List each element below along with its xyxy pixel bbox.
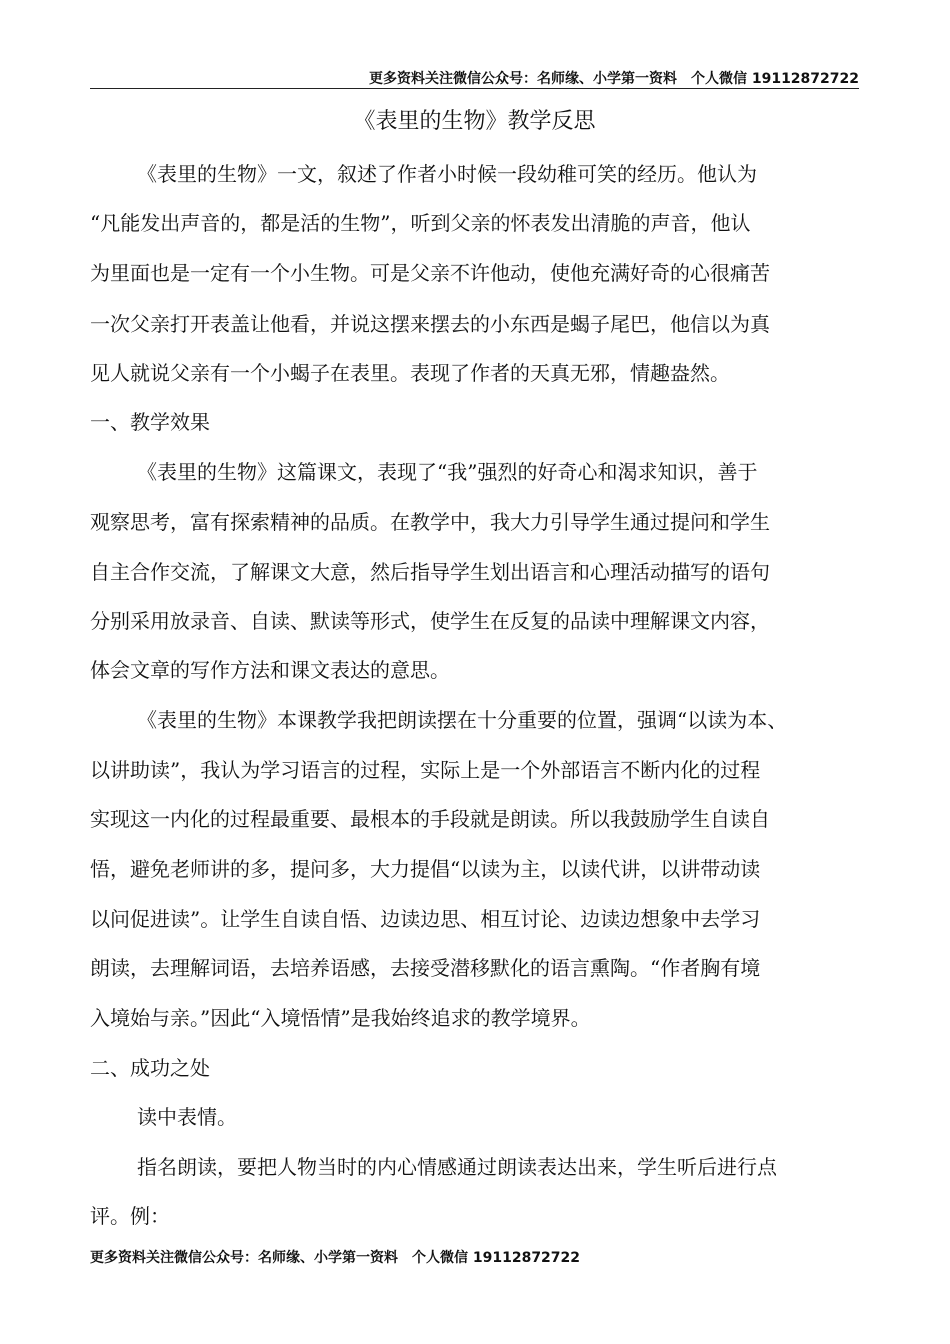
paragraph-line: 分别采用放录音、自读、默读等形式，使学生在反复的品读中理解课文内容， <box>90 609 770 633</box>
paragraph-line: 以讲助读”，我认为学习语言的过程，实际上是一个外部语言不断内化的过程 <box>90 758 761 782</box>
page-header: 更多资料关注微信公众号：名师缘、小学第一资料 个人微信 19112872722 <box>368 71 859 87</box>
section-heading: 一、教学效果 <box>90 410 210 434</box>
paragraph-line: 朗读，去理解词语，去培养语感，去接受潜移默化的语言熏陶。“作者胸有境 <box>90 956 761 980</box>
paragraph-line: “凡能发出声音的，都是活的生物”，听到父亲的怀表发出清脆的声音，他认 <box>90 211 751 235</box>
section-heading: 二、成功之处 <box>90 1056 210 1080</box>
paragraph-line: 为里面也是一定有一个小生物。可是父亲不许他动，使他充满好奇的心很痛苦 <box>90 261 770 285</box>
paragraph-line: 评。例： <box>90 1204 170 1228</box>
paragraph-line: 指名朗读，要把人物当时的内心情感通过朗读表达出来，学生听后进行点 <box>137 1155 777 1179</box>
paragraph-line: 入境始与亲。”因此“入境悟情”是我始终追求的教学境界。 <box>90 1006 591 1030</box>
paragraph-line: 观察思考，富有探索精神的品质。在教学中，我大力引导学生通过提问和学生 <box>90 510 770 534</box>
paragraph-line: 悟，避免老师讲的多，提问多，大力提倡“以读为主，以读代讲，以讲带动读 <box>90 857 761 881</box>
paragraph-line: 《表里的生物》这篇课文，表现了“我”强烈的好奇心和渴求知识，善于 <box>137 460 758 484</box>
paragraph-line: 《表里的生物》本课教学我把朗读摆在十分重要的位置，强调“以读为本、 <box>137 708 788 732</box>
paragraph-line: 自主合作交流，了解课文大意，然后指导学生划出语言和心理活动描写的语句 <box>90 560 770 584</box>
paragraph-line: 以问促进读”。让学生自读自悟、边读边思、相互讨论、边读边想象中去学习 <box>90 907 761 931</box>
paragraph-line: 《表里的生物》一文，叙述了作者小时候一段幼稚可笑的经历。他认为 <box>137 162 757 186</box>
paragraph-line: 实现这一内化的过程最重要、最根本的手段就是朗读。所以我鼓励学生自读自 <box>90 807 770 831</box>
paragraph-line: 见人就说父亲有一个小蝎子在表里。表现了作者的天真无邪，情趣盎然。 <box>90 361 730 385</box>
document-title: 《表里的生物》教学反思 <box>353 109 596 134</box>
paragraph-line: 读中表情。 <box>137 1105 237 1129</box>
paragraph-line: 体会文章的写作方法和课文表达的意思。 <box>90 658 450 682</box>
header-divider <box>90 88 859 89</box>
page-footer: 更多资料关注微信公众号：名师缘、小学第一资料 个人微信 19112872722 <box>90 1250 581 1266</box>
paragraph-line: 一次父亲打开表盖让他看，并说这摆来摆去的小东西是蝎子尾巴，他信以为真 <box>90 312 770 336</box>
